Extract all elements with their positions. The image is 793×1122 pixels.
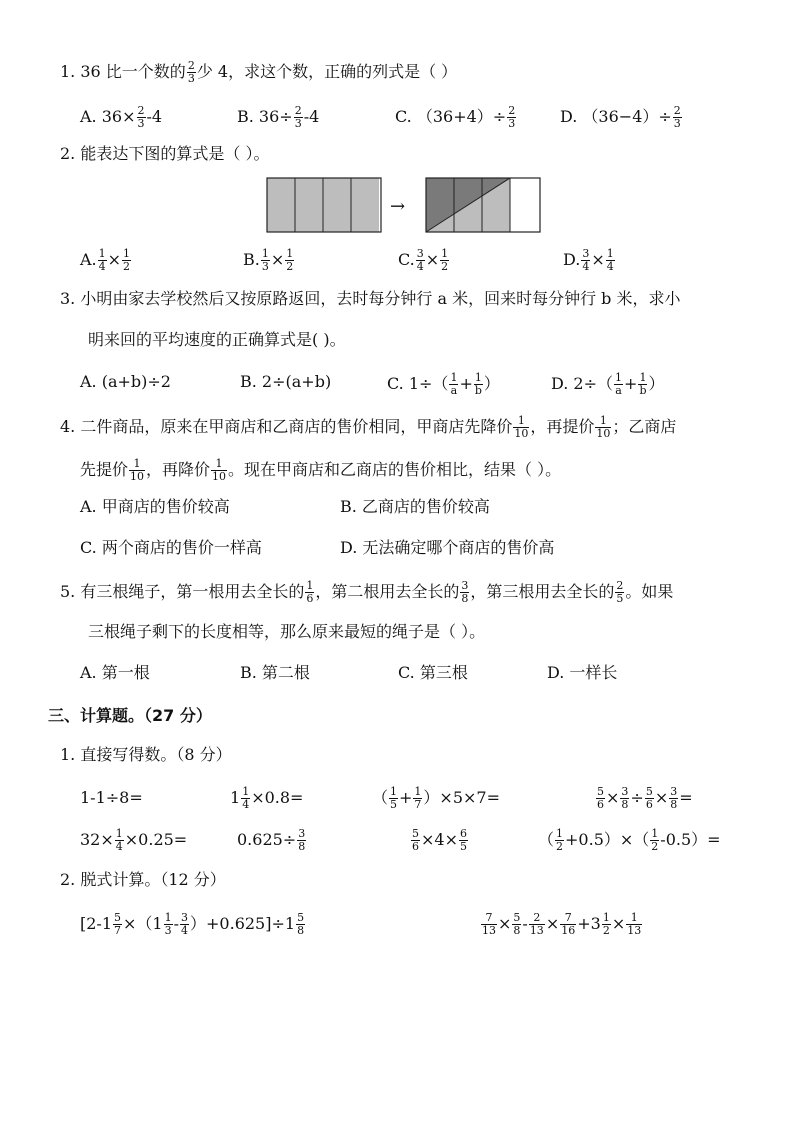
q4-option-c[interactable]: C. 两个商店的售价一样高 [80, 538, 262, 557]
q1-option-d[interactable]: D. （36−4）÷ $\frac{2}{3}$ [560, 104, 681, 131]
q5-option-a[interactable]: A. 第一根 [80, 663, 150, 682]
q1-option-c[interactable]: C. （36+4）÷ $\frac{2}{3}$ [395, 104, 516, 131]
q2-option-d[interactable]: D. $\frac{3}{4}$ × $\frac{1}{4}$ [563, 247, 614, 274]
q1-stem: 1. 36 比一个数的 $\frac{2}{3}$ 少 4，求这个数，正确的列式是（ ） [60, 59, 458, 86]
subsection-direct: 1. 直接写得数。（8 分） [60, 745, 232, 764]
q4-line2: 先提价 $\frac{1}{10}$ ，再降价 $\frac{1}{10}$ 。现在甲商店和乙商店的售价相比，结果（ ）。 [80, 457, 562, 484]
arrow-icon: → [390, 196, 406, 217]
q5-option-d[interactable]: D. 一样长 [547, 663, 618, 682]
q4-option-b[interactable]: B. 乙商店的售价较高 [340, 497, 490, 516]
calc-item: [2-1 $\frac{5}{7}$ ×（1 $\frac{1}{3}$ - $\frac{3}{4}$ ）+0.625]÷1 $\frac{5}{8}$ [80, 911, 305, 938]
q4-option-d[interactable]: D. 无法确定哪个商店的售价高 [340, 538, 555, 557]
calc-item: $\frac{5}{6}$ ×4× $\frac{6}{5}$ [412, 827, 467, 854]
q5-option-c[interactable]: C. 第三根 [398, 663, 468, 682]
section-title: 三、计算题。（27 分） [48, 706, 212, 725]
q2-option-c[interactable]: C. $\frac{3}{4}$ × $\frac{1}{2}$ [398, 247, 449, 274]
q3-option-b[interactable]: B. 2÷(a+b) [240, 372, 332, 391]
calc-item: 1-1÷8= [80, 788, 143, 807]
calc-item: （ $\frac{1}{5}$ + $\frac{1}{7}$ ）×5×7= [372, 785, 501, 812]
q2-option-b[interactable]: B. $\frac{1}{3}$ × $\frac{1}{2}$ [243, 247, 294, 274]
q2-stem: 2. 能表达下图的算式是（ ）。 [60, 144, 270, 163]
q2-figure-left [265, 176, 385, 234]
calc-item: 0.625÷ $\frac{3}{8}$ [237, 827, 306, 854]
q3-line1: 3. 小明由家去学校然后又按原路返回，去时每分钟行 a 米，回来时每分钟行 b 米，求小 [60, 289, 681, 308]
q3-option-c[interactable]: C. 1÷（ $\frac{1}{a}$ + $\frac{1}{b}$ ） [387, 371, 500, 398]
calc-item: $\frac{5}{6}$ × $\frac{3}{8}$ ÷ $\frac{5}{6}$ × $\frac{3}{8}$ = [597, 785, 693, 812]
q5-line1: 5. 有三根绳子，第一根用去全长的 $\frac{1}{6}$ ，第二根用去全长的 $\frac{3}{8}$ ，第三根用去全长的 $\frac{2}{5}$ 。如果 [60, 579, 674, 606]
q3-line2: 明来回的平均速度的正确算式是( )。 [88, 330, 346, 349]
calc-item: 32× $\frac{1}{4}$ ×0.25= [80, 827, 188, 854]
q5-line2: 三根绳子剩下的长度相等，那么原来最短的绳子是（ ）。 [88, 622, 486, 641]
calc-item: $\frac{7}{13}$ × $\frac{5}{8}$ - $\frac{2}{13}$ × $\frac{7}{16}$ +3 $\frac{1}{2}$ × $\frac{1}{13}$ [482, 911, 642, 938]
subsection-stepwise: 2. 脱式计算。（12 分） [60, 870, 226, 889]
q1-option-a[interactable]: A. 36× $\frac{2}{3}$ -4 [80, 104, 163, 131]
q2-option-a[interactable]: A. $\frac{1}{4}$ × $\frac{1}{2}$ [80, 247, 131, 274]
calc-item: 1 $\frac{1}{4}$ ×0.8= [230, 785, 304, 812]
q3-option-d[interactable]: D. 2÷（ $\frac{1}{a}$ + $\frac{1}{b}$ ） [551, 371, 665, 398]
q4-option-a[interactable]: A. 甲商店的售价较高 [80, 497, 230, 516]
q1-option-b[interactable]: B. 36÷ $\frac{2}{3}$ -4 [237, 104, 320, 131]
q4-line1: 4. 二件商品，原来在甲商店和乙商店的售价相同，甲商店先降价 $\frac{1}{10}$ ，再提价 $\frac{1}{10}$ ；乙商店 [60, 414, 677, 441]
q3-option-a[interactable]: A. (a+b)÷2 [80, 372, 171, 391]
fraction: $\frac{2}{3}$ [187, 59, 195, 86]
calc-item: （ $\frac{1}{2}$ +0.5）×（ $\frac{1}{2}$ -0.5）= [538, 827, 721, 854]
q2-figure-right [424, 176, 544, 234]
q5-option-b[interactable]: B. 第二根 [240, 663, 310, 682]
